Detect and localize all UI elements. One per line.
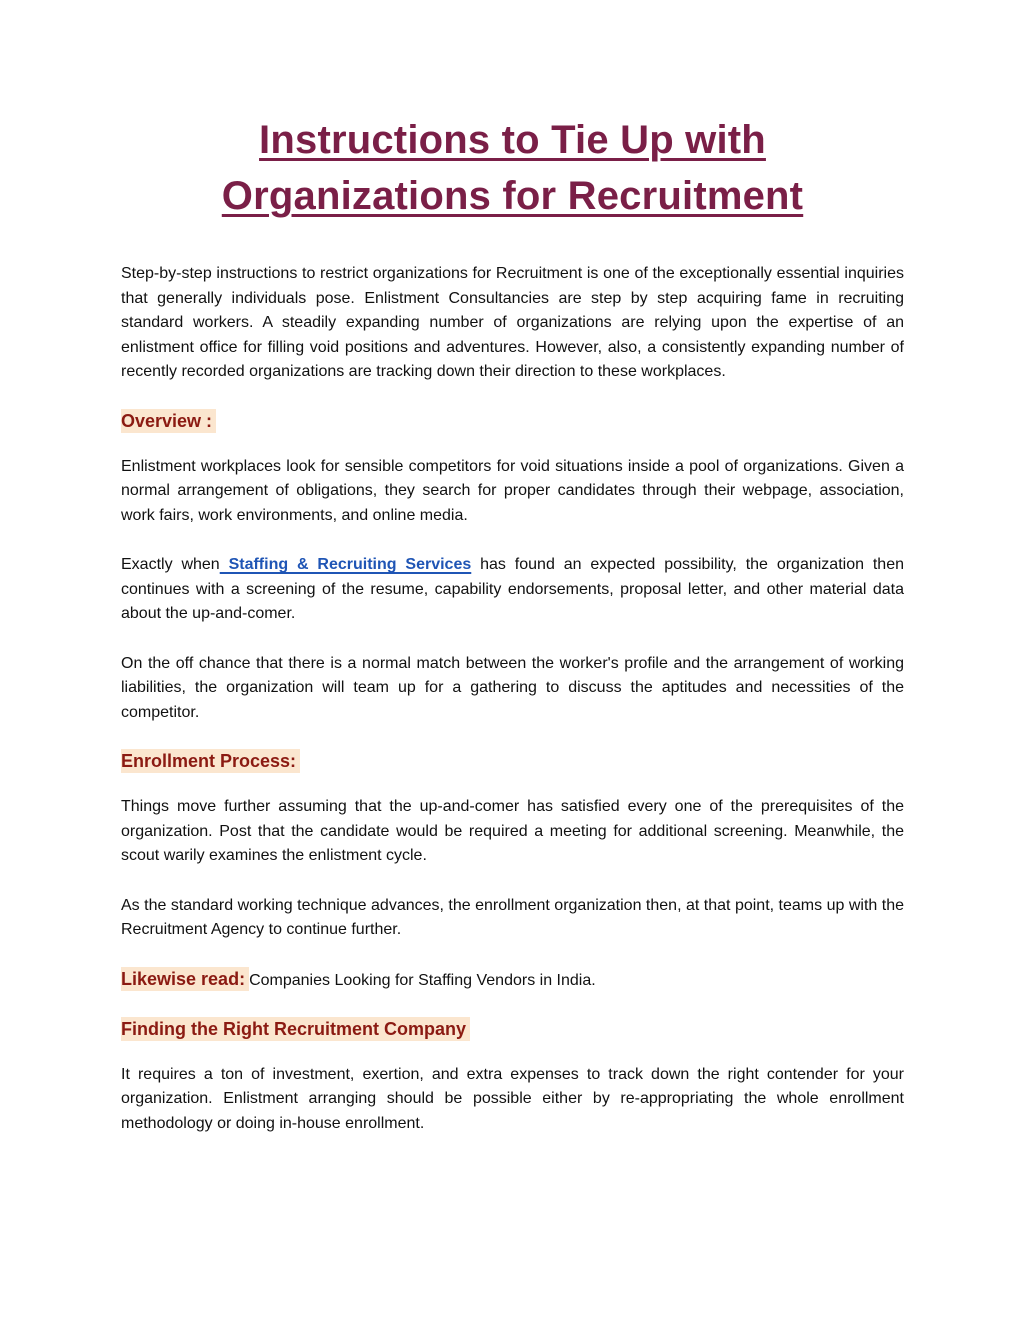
overview-heading-row (121, 409, 904, 433)
enrollment-heading-row (121, 749, 904, 773)
overview-paragraph-1: Enlistment workplaces look for sensible competitors for void situations inside a pool of organizations. Given a normal arrangement of obligations, they search for proper candidates through their webpage, association, work fairs, work environments, and online media. (121, 457, 904, 524)
overview-paragraph-2-start: Exactly when (121, 556, 220, 573)
likewise-read-label (121, 967, 249, 991)
intro-paragraph: Step-by-step instructions to restrict organizations for Recruitment is one of the exceptionally essential inquiries that generally individuals pose. Enlistment Consultancies are step by step acquiring fame in recruiting standard workers. A steadily expanding number of organizations are relying upon the expertise of an enlistment office for filling void positions and adventures. However, also, a consistently expanding number of recently recorded organizations are tracking down their direction to these workplaces. (121, 265, 904, 380)
document-page (121, 112, 904, 1136)
likewise-read-label-text: Likewise read (121, 968, 240, 989)
staffing-recruiting-services-link[interactable]: Staffing & Recruiting Services (219, 556, 472, 573)
enrollment-heading: Enrollment Process: (121, 749, 300, 773)
overview-heading: Overview : (121, 409, 216, 433)
finding-heading-row (121, 1017, 904, 1041)
likewise-read-line (121, 967, 904, 993)
overview-paragraph-2 (121, 553, 904, 627)
likewise-read-colon: : (239, 968, 246, 989)
finding-paragraph-1: It requires a ton of investment, exertion, and extra expenses to track down the right contender for your organization. Enlistment arranging should be possible either by re-appropriating the whole enrollment methodology or doing in-house enrollment. (121, 1065, 904, 1132)
overview-paragraph-2-end: has found an expected possibility, the organization then continues with a screening of the resume, capability endorsements, proposal letter, and other material data about the up-and-comer. (121, 556, 905, 622)
enrollment-paragraph-2: As the standard working technique advances, the enrollment organization then, at that point, teams up with the Recruitment Agency to continue further. (121, 896, 904, 938)
likewise-read-text: Companies Looking for Staffing Vendors in India. (249, 971, 596, 989)
page-title: Instructions to Tie Up with Organizations for Recruitment (221, 118, 804, 218)
overview-paragraph-3: On the off chance that there is a normal match between the worker's profile and the arrangement of working liabilities, the organization will team up for a gathering to discuss the aptitudes and necessities of the competitor. (121, 654, 904, 721)
enrollment-paragraph-1: Things move further assuming that the up-and-comer has satisfied every one of the prerequisites of the organization. Post that the candidate would be required a meeting for additional screening. Meanwhile, the scout warily examines the enlistment cycle. (121, 798, 904, 864)
finding-heading: Finding the Right Recruitment Company (121, 1017, 470, 1041)
